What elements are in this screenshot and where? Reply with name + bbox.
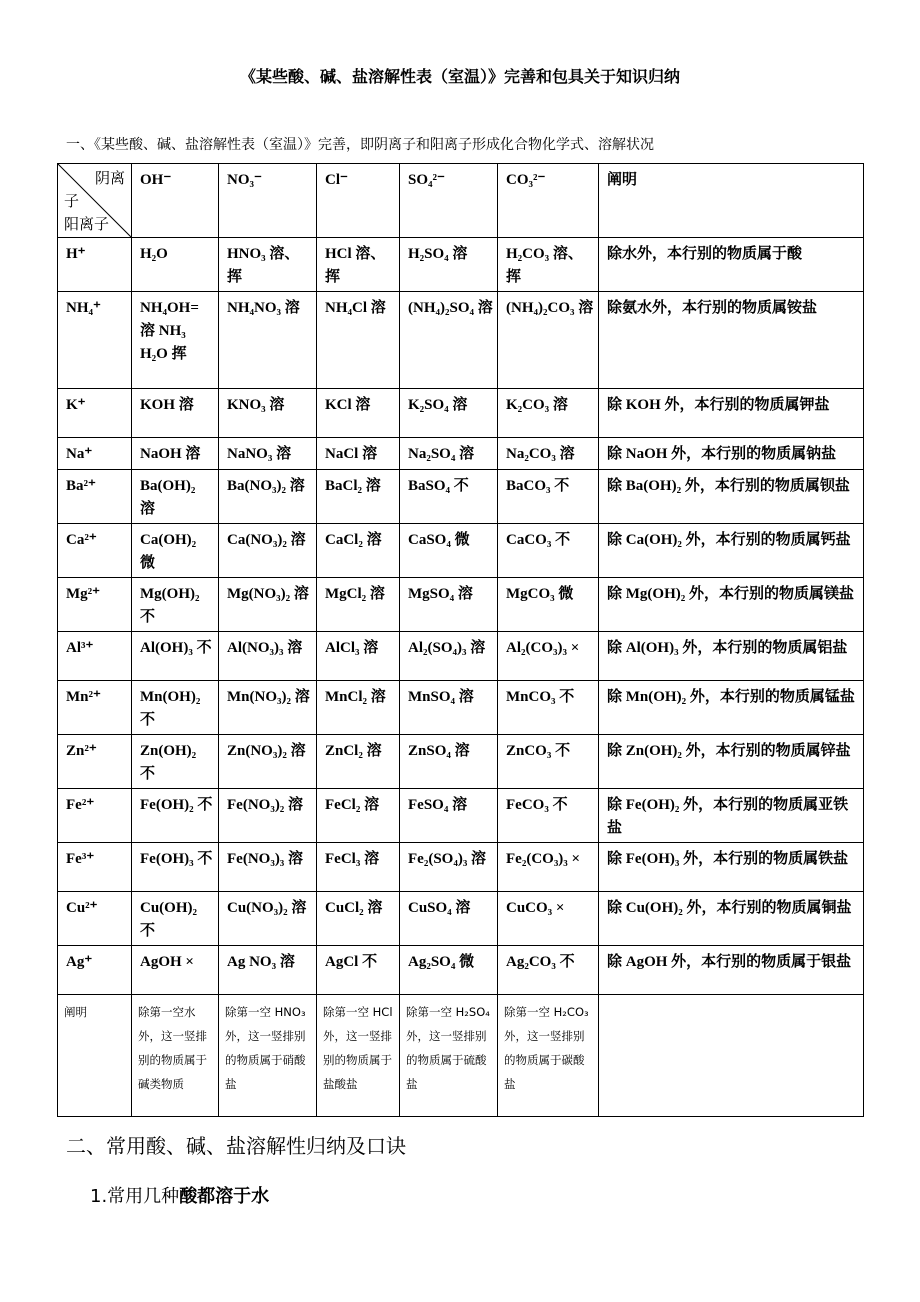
- header-cell: CO₃²⁻: [498, 164, 599, 238]
- compound-cell: BaCl₂ 溶: [317, 470, 400, 524]
- compound-cell: CaCO₃ 不: [498, 524, 599, 578]
- cation-cell: Mn²⁺: [58, 681, 132, 735]
- section-1-heading: 一、《某些酸、碱、盐溶解性表（室温）》完善，即阴离子和阳离子形成化合物化学式、溶解状况: [66, 137, 654, 153]
- table-row: [58, 238, 864, 292]
- compound-cell: CuCO₃ ×: [498, 892, 599, 946]
- compound-cell: FeCl₃ 溶: [317, 843, 400, 892]
- compound-cell: H₂CO₃ 溶、挥: [498, 238, 599, 292]
- section-2-item-1: [90, 1182, 269, 1208]
- table-row: [58, 470, 864, 524]
- compound-cell: Ag₂CO₃ 不: [498, 946, 599, 995]
- compound-cell: Mn(OH)₂ 不: [132, 681, 219, 735]
- compound-cell: Al₂(CO₃)₃ ×: [498, 632, 599, 681]
- compound-cell: MnCO₃ 不: [498, 681, 599, 735]
- description-cell: 除氨水外，本行别的物质属铵盐: [599, 292, 864, 389]
- compound-cell: (NH₄)₂CO₃ 溶: [498, 292, 599, 389]
- description-cell: 除 Fe(OH)₃ 外，本行别的物质属铁盐: [599, 843, 864, 892]
- note-cell: 除第一空 H₂CO₃ 外，这一竖排别的物质属于碳酸盐: [498, 995, 599, 1117]
- compound-cell: HCl 溶、挥: [317, 238, 400, 292]
- note-cell: 除第一空 HNO₃ 外，这一竖排别的物质属于硝酸盐: [219, 995, 317, 1117]
- compound-cell: Cu(OH)₂ 不: [132, 892, 219, 946]
- compound-cell: Al₂(SO₄)₃ 溶: [400, 632, 498, 681]
- compound-cell: (NH₄)₂SO₄ 溶: [400, 292, 498, 389]
- compound-cell: Fe(NO₃)₃ 溶: [219, 843, 317, 892]
- header-cell: SO₄²⁻: [400, 164, 498, 238]
- compound-cell: Mg(OH)₂ 不: [132, 578, 219, 632]
- description-cell: 除 Zn(OH)₂ 外，本行别的物质属锌盐: [599, 735, 864, 789]
- cation-label: 阳离子: [64, 217, 110, 233]
- compound-cell: CuCl₂ 溶: [317, 892, 400, 946]
- cation-cell: Al³⁺: [58, 632, 132, 681]
- notes-row: [58, 995, 864, 1117]
- compound-cell: CaCl₂ 溶: [317, 524, 400, 578]
- cation-cell: NH₄⁺: [58, 292, 132, 389]
- compound-cell: CaSO₄ 微: [400, 524, 498, 578]
- compound-cell: Mn(NO₃)₂ 溶: [219, 681, 317, 735]
- cation-cell: Ca²⁺: [58, 524, 132, 578]
- table-row: [58, 578, 864, 632]
- compound-cell: BaCO₃ 不: [498, 470, 599, 524]
- compound-cell: Na₂CO₃ 溶: [498, 438, 599, 470]
- page-title: 《某些酸、碱、盐溶解性表（室温）》完善和包具关于知识归纳: [239, 67, 680, 86]
- compound-cell: H₂O: [132, 238, 219, 292]
- compound-cell: KCl 溶: [317, 389, 400, 438]
- description-cell: 除 NaOH 外，本行别的物质属钠盐: [599, 438, 864, 470]
- item-1-prefix: 1.常用几种: [90, 1186, 180, 1207]
- compound-cell: Fe(OH)₃ 不: [132, 843, 219, 892]
- compound-cell: MnSO₄ 溶: [400, 681, 498, 735]
- item-1-bold: 酸都溶于水: [179, 1186, 270, 1207]
- compound-cell: Fe(OH)₂ 不: [132, 789, 219, 843]
- compound-cell: MgSO₄ 溶: [400, 578, 498, 632]
- compound-cell: Na₂SO₄ 溶: [400, 438, 498, 470]
- compound-cell: KOH 溶: [132, 389, 219, 438]
- compound-cell: AgCl 不: [317, 946, 400, 995]
- compound-cell: Fe₂(SO₄)₃ 溶: [400, 843, 498, 892]
- compound-cell: Ca(OH)₂ 微: [132, 524, 219, 578]
- cation-cell: Fe³⁺: [58, 843, 132, 892]
- compound-cell: FeSO₄ 溶: [400, 789, 498, 843]
- table-row: [58, 438, 864, 470]
- description-cell: 除 Cu(OH)₂ 外，本行别的物质属铜盐: [599, 892, 864, 946]
- table-row: [58, 632, 864, 681]
- header-cell: NO₃⁻: [219, 164, 317, 238]
- table-row: [58, 892, 864, 946]
- description-cell: 除 Al(OH)₃ 外，本行别的物质属铝盐: [599, 632, 864, 681]
- cation-cell: H⁺: [58, 238, 132, 292]
- compound-cell: K₂CO₃ 溶: [498, 389, 599, 438]
- cation-cell: Na⁺: [58, 438, 132, 470]
- note-cell: 除第一空 HCl 外，这一竖排别的物质属于盐酸盐: [317, 995, 400, 1117]
- compound-cell: HNO₃ 溶、挥: [219, 238, 317, 292]
- cation-cell: Mg²⁺: [58, 578, 132, 632]
- header-cell: OH⁻: [132, 164, 219, 238]
- table-row: [58, 681, 864, 735]
- table-row: [58, 843, 864, 892]
- compound-cell: Fe₂(CO₃)₃ ×: [498, 843, 599, 892]
- table-row: [58, 292, 864, 389]
- compound-cell: H₂SO₄ 溶: [400, 238, 498, 292]
- anion-label-cont: 子: [64, 194, 80, 210]
- compound-cell: AgOH ×: [132, 946, 219, 995]
- compound-cell: Cu(NO₃)₂ 溶: [219, 892, 317, 946]
- compound-cell: Ag NO₃ 溶: [219, 946, 317, 995]
- header-cell: 阐明: [599, 164, 864, 238]
- notes-label: 阐明: [58, 995, 132, 1117]
- compound-cell: Ba(OH)₂ 溶: [132, 470, 219, 524]
- description-cell: 除 Mg(OH)₂ 外，本行别的物质属镁盐: [599, 578, 864, 632]
- compound-cell: NaCl 溶: [317, 438, 400, 470]
- compound-cell: MnCl₂ 溶: [317, 681, 400, 735]
- compound-cell: Ca(NO₃)₂ 溶: [219, 524, 317, 578]
- cation-cell: K⁺: [58, 389, 132, 438]
- table-row: [58, 389, 864, 438]
- compound-cell: NH₄NO₃ 溶: [219, 292, 317, 389]
- description-cell: 除 Mn(OH)₂ 外，本行别的物质属锰盐: [599, 681, 864, 735]
- cation-cell: Fe²⁺: [58, 789, 132, 843]
- corner-cell: [58, 164, 132, 238]
- compound-cell: BaSO₄ 不: [400, 470, 498, 524]
- cation-cell: Ag⁺: [58, 946, 132, 995]
- compound-cell: KNO₃ 溶: [219, 389, 317, 438]
- compound-cell: Ag₂SO₄ 微: [400, 946, 498, 995]
- compound-cell: Al(OH)₃ 不: [132, 632, 219, 681]
- anion-label: 阴离: [94, 171, 125, 187]
- solubility-table: [57, 163, 864, 1117]
- header-row: [58, 164, 864, 238]
- note-cell: 除第一空水外，这一竖排别的物质属于碱类物质: [132, 995, 219, 1117]
- table-row: [58, 946, 864, 995]
- compound-cell: CuSO₄ 溶: [400, 892, 498, 946]
- compound-cell: Fe(NO₃)₂ 溶: [219, 789, 317, 843]
- compound-cell: MgCl₂ 溶: [317, 578, 400, 632]
- compound-cell: FeCl₂ 溶: [317, 789, 400, 843]
- description-cell: 除 AgOH 外，本行别的物质属于银盐: [599, 946, 864, 995]
- description-cell: 除 Ca(OH)₂ 外，本行别的物质属钙盐: [599, 524, 864, 578]
- compound-cell: Ba(NO₃)₂ 溶: [219, 470, 317, 524]
- compound-cell: Mg(NO₃)₂ 溶: [219, 578, 317, 632]
- description-cell: 除 Ba(OH)₂ 外，本行别的物质属钡盐: [599, 470, 864, 524]
- compound-cell: ZnCO₃ 不: [498, 735, 599, 789]
- compound-cell: ZnCl₂ 溶: [317, 735, 400, 789]
- compound-cell: NH₄OH= 溶 NH₃ H₂O 挥: [132, 292, 219, 389]
- description-cell: 除 KOH 外，本行别的物质属钾盐: [599, 389, 864, 438]
- compound-cell: Zn(NO₃)₂ 溶: [219, 735, 317, 789]
- compound-cell: K₂SO₄ 溶: [400, 389, 498, 438]
- cation-cell: Zn²⁺: [58, 735, 132, 789]
- table-row: [58, 524, 864, 578]
- header-cell: Cl⁻: [317, 164, 400, 238]
- table-row: [58, 735, 864, 789]
- compound-cell: MgCO₃ 微: [498, 578, 599, 632]
- section-2-heading: 二、常用酸、碱、盐溶解性归纳及口诀: [66, 1134, 406, 1158]
- description-cell: 除 Fe(OH)₂ 外，本行别的物质属亚铁盐: [599, 789, 864, 843]
- compound-cell: Zn(OH)₂ 不: [132, 735, 219, 789]
- compound-cell: NaNO₃ 溶: [219, 438, 317, 470]
- compound-cell: AlCl₃ 溶: [317, 632, 400, 681]
- compound-cell: NH₄Cl 溶: [317, 292, 400, 389]
- cation-cell: Ba²⁺: [58, 470, 132, 524]
- compound-cell: Al(NO₃)₃ 溶: [219, 632, 317, 681]
- cation-cell: Cu²⁺: [58, 892, 132, 946]
- note-cell: [599, 995, 864, 1117]
- compound-cell: NaOH 溶: [132, 438, 219, 470]
- note-cell: 除第一空 H₂SO₄ 外，这一竖排别的物质属于硫酸盐: [400, 995, 498, 1117]
- description-cell: 除水外，本行别的物质属于酸: [599, 238, 864, 292]
- compound-cell: FeCO₃ 不: [498, 789, 599, 843]
- compound-cell: ZnSO₄ 溶: [400, 735, 498, 789]
- table-row: [58, 789, 864, 843]
